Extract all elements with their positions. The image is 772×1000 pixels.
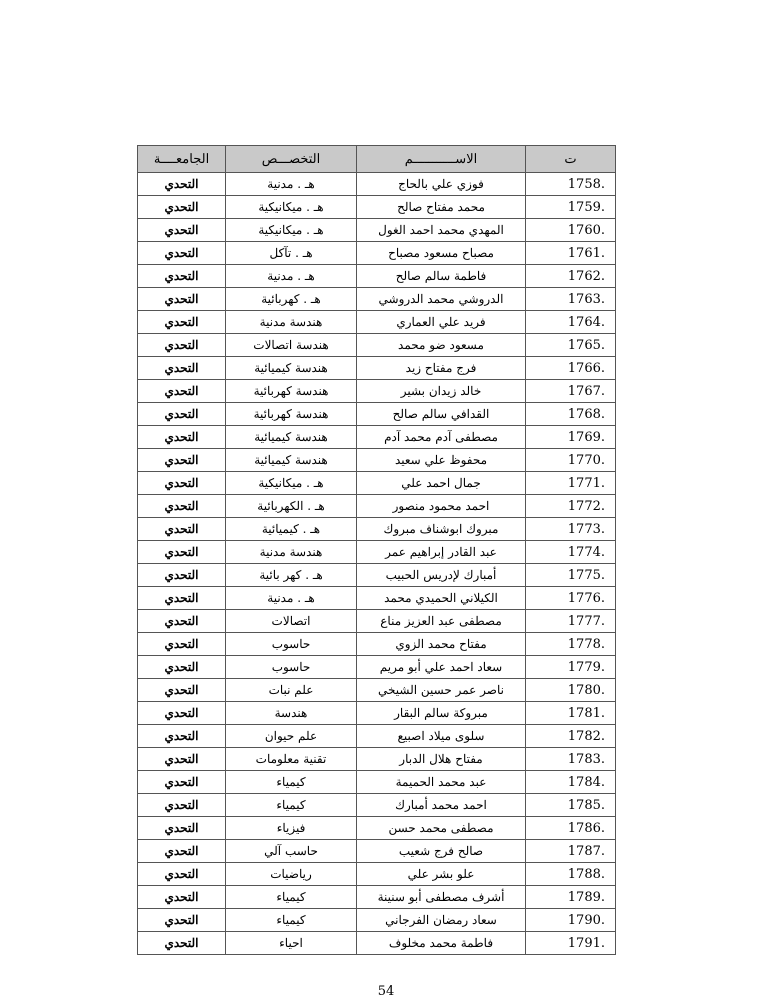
table-row <box>138 265 616 288</box>
specialty-cell: احياء <box>226 932 357 955</box>
table-row <box>138 242 616 265</box>
row-number-cell: 1764. <box>526 311 616 334</box>
specialty-cell: هندسة كهربائية <box>226 380 357 403</box>
row-number-cell: 1770. <box>526 449 616 472</box>
header-num: ت <box>526 146 616 173</box>
name-cell: فريد علي العماري <box>357 311 526 334</box>
table-row <box>138 909 616 932</box>
specialty-cell: هـ . مدنية <box>226 587 357 610</box>
university-cell: التحدي <box>138 541 226 564</box>
row-number-cell: 1786. <box>526 817 616 840</box>
table-row <box>138 449 616 472</box>
table-row <box>138 702 616 725</box>
row-number-cell: 1763. <box>526 288 616 311</box>
name-cell: فرج مفتاح زيد <box>357 357 526 380</box>
table-row <box>138 840 616 863</box>
row-number-cell: 1785. <box>526 794 616 817</box>
university-cell: التحدي <box>138 679 226 702</box>
specialty-cell: هـ . ميكانيكية <box>226 196 357 219</box>
row-number-cell: 1766. <box>526 357 616 380</box>
university-cell: التحدي <box>138 334 226 357</box>
table-header-row <box>138 146 616 173</box>
name-cell: مفتاح هلال الدبار <box>357 748 526 771</box>
name-cell: مصباح مسعود مصباح <box>357 242 526 265</box>
specialty-cell: هـ . مدنية <box>226 173 357 196</box>
specialty-cell: تقنية معلومات <box>226 748 357 771</box>
specialty-cell: هندسة <box>226 702 357 725</box>
table-row <box>138 541 616 564</box>
university-cell: التحدي <box>138 748 226 771</box>
name-cell: علو بشر علي <box>357 863 526 886</box>
university-cell: التحدي <box>138 242 226 265</box>
university-cell: التحدي <box>138 886 226 909</box>
row-number-cell: 1789. <box>526 886 616 909</box>
header-name: الاســـــــــــم <box>357 146 526 173</box>
table-row <box>138 288 616 311</box>
university-cell: التحدي <box>138 863 226 886</box>
university-cell: التحدي <box>138 219 226 242</box>
table-row <box>138 472 616 495</box>
name-cell: مفتاح محمد الزوي <box>357 633 526 656</box>
table-row <box>138 311 616 334</box>
row-number-cell: 1768. <box>526 403 616 426</box>
university-cell: التحدي <box>138 794 226 817</box>
graduates-table <box>137 145 616 955</box>
university-cell: التحدي <box>138 909 226 932</box>
table-row <box>138 725 616 748</box>
university-cell: التحدي <box>138 265 226 288</box>
row-number-cell: 1761. <box>526 242 616 265</box>
name-cell: عبد محمد الحميمة <box>357 771 526 794</box>
university-cell: التحدي <box>138 932 226 955</box>
name-cell: خالد زيدان بشير <box>357 380 526 403</box>
university-cell: التحدي <box>138 564 226 587</box>
name-cell: المهدي محمد احمد الغول <box>357 219 526 242</box>
name-cell: فاطمة سالم صالح <box>357 265 526 288</box>
row-number-cell: 1777. <box>526 610 616 633</box>
university-cell: التحدي <box>138 173 226 196</box>
university-cell: التحدي <box>138 403 226 426</box>
row-number-cell: 1781. <box>526 702 616 725</box>
university-cell: التحدي <box>138 357 226 380</box>
name-cell: الكيلاني الحميدي محمد <box>357 587 526 610</box>
row-number-cell: 1791. <box>526 932 616 955</box>
specialty-cell: هـ . ميكانيكية <box>226 472 357 495</box>
university-cell: التحدي <box>138 633 226 656</box>
university-cell: التحدي <box>138 702 226 725</box>
specialty-cell: هـ . مدنية <box>226 265 357 288</box>
university-cell: التحدي <box>138 518 226 541</box>
header-specialty: التخصـــص <box>226 146 357 173</box>
name-cell: عبد القادر إبراهيم عمر <box>357 541 526 564</box>
name-cell: صالح فرج شعيب <box>357 840 526 863</box>
specialty-cell: حاسوب <box>226 633 357 656</box>
row-number-cell: 1790. <box>526 909 616 932</box>
name-cell: محمد مفتاح صالح <box>357 196 526 219</box>
row-number-cell: 1783. <box>526 748 616 771</box>
specialty-cell: كيمياء <box>226 771 357 794</box>
university-cell: التحدي <box>138 196 226 219</box>
specialty-cell: هندسة مدنية <box>226 541 357 564</box>
table-row <box>138 219 616 242</box>
table-row <box>138 794 616 817</box>
table-row <box>138 886 616 909</box>
table-row <box>138 932 616 955</box>
name-cell: فاطمة محمد مخلوف <box>357 932 526 955</box>
specialty-cell: هـ . كهربائية <box>226 288 357 311</box>
row-number-cell: 1769. <box>526 426 616 449</box>
table-row <box>138 587 616 610</box>
row-number-cell: 1782. <box>526 725 616 748</box>
name-cell: أشرف مصطفى أبو سنينة <box>357 886 526 909</box>
row-number-cell: 1762. <box>526 265 616 288</box>
specialty-cell: هـ . كيميائية <box>226 518 357 541</box>
table-row <box>138 679 616 702</box>
specialty-cell: رياضيات <box>226 863 357 886</box>
name-cell: مبروك ابوشناف مبروك <box>357 518 526 541</box>
name-cell: مسعود ضو محمد <box>357 334 526 357</box>
university-cell: التحدي <box>138 380 226 403</box>
table-row <box>138 633 616 656</box>
table-row <box>138 495 616 518</box>
specialty-cell: هـ . ميكانيكية <box>226 219 357 242</box>
name-cell: الدروشي محمد الدروشي <box>357 288 526 311</box>
table-row <box>138 564 616 587</box>
university-cell: التحدي <box>138 610 226 633</box>
row-number-cell: 1778. <box>526 633 616 656</box>
specialty-cell: حاسوب <box>226 656 357 679</box>
name-cell: مصطفى عبد العزيز مناع <box>357 610 526 633</box>
name-cell: ناصر عمر حسين الشيخي <box>357 679 526 702</box>
row-number-cell: 1758. <box>526 173 616 196</box>
university-cell: التحدي <box>138 288 226 311</box>
row-number-cell: 1771. <box>526 472 616 495</box>
specialty-cell: هندسة كيميائية <box>226 357 357 380</box>
table-row <box>138 173 616 196</box>
specialty-cell: حاسب آلي <box>226 840 357 863</box>
university-cell: التحدي <box>138 311 226 334</box>
specialty-cell: هندسة كيميائية <box>226 426 357 449</box>
name-cell: احمد محمد أمبارك <box>357 794 526 817</box>
row-number-cell: 1774. <box>526 541 616 564</box>
header-university: الجامعــــة <box>138 146 226 173</box>
specialty-cell: كيمياء <box>226 909 357 932</box>
specialty-cell: فيزياء <box>226 817 357 840</box>
table-row <box>138 771 616 794</box>
table-row <box>138 863 616 886</box>
table-row <box>138 656 616 679</box>
university-cell: التحدي <box>138 656 226 679</box>
table-row <box>138 334 616 357</box>
specialty-cell: علم نبات <box>226 679 357 702</box>
university-cell: التحدي <box>138 725 226 748</box>
specialty-cell: هـ . كهر بائية <box>226 564 357 587</box>
row-number-cell: 1780. <box>526 679 616 702</box>
row-number-cell: 1775. <box>526 564 616 587</box>
table-row <box>138 748 616 771</box>
specialty-cell: كيمياء <box>226 886 357 909</box>
page-number: 54 <box>377 984 395 999</box>
specialty-cell: هـ . الكهربائية <box>226 495 357 518</box>
table-row <box>138 817 616 840</box>
table-row <box>138 403 616 426</box>
university-cell: التحدي <box>138 817 226 840</box>
row-number-cell: 1773. <box>526 518 616 541</box>
table-row <box>138 610 616 633</box>
university-cell: التحدي <box>138 587 226 610</box>
specialty-cell: هـ . تآكل <box>226 242 357 265</box>
university-cell: التحدي <box>138 426 226 449</box>
name-cell: سعاد رمضان الفرجاني <box>357 909 526 932</box>
row-number-cell: 1759. <box>526 196 616 219</box>
row-number-cell: 1784. <box>526 771 616 794</box>
name-cell: مبروكة سالم البقار <box>357 702 526 725</box>
row-number-cell: 1772. <box>526 495 616 518</box>
name-cell: جمال احمد علي <box>357 472 526 495</box>
row-number-cell: 1776. <box>526 587 616 610</box>
specialty-cell: هندسة مدنية <box>226 311 357 334</box>
university-cell: التحدي <box>138 472 226 495</box>
specialty-cell: هندسة كهربائية <box>226 403 357 426</box>
university-cell: التحدي <box>138 840 226 863</box>
university-cell: التحدي <box>138 495 226 518</box>
row-number-cell: 1765. <box>526 334 616 357</box>
specialty-cell: هندسة كيميائية <box>226 449 357 472</box>
specialty-cell: علم حيوان <box>226 725 357 748</box>
table-row <box>138 380 616 403</box>
name-cell: القدافي سالم صالح <box>357 403 526 426</box>
table-row <box>138 518 616 541</box>
name-cell: سلوى ميلاد اصبيع <box>357 725 526 748</box>
name-cell: سعاد احمد علي أبو مريم <box>357 656 526 679</box>
name-cell: أمبارك لإدريس الحبيب <box>357 564 526 587</box>
name-cell: محفوظ علي سعيد <box>357 449 526 472</box>
row-number-cell: 1767. <box>526 380 616 403</box>
name-cell: احمد محمود منصور <box>357 495 526 518</box>
specialty-cell: اتصالات <box>226 610 357 633</box>
specialty-cell: كيمياء <box>226 794 357 817</box>
table-row <box>138 357 616 380</box>
name-cell: مصطفى محمد حسن <box>357 817 526 840</box>
row-number-cell: 1779. <box>526 656 616 679</box>
specialty-cell: هندسة اتصالات <box>226 334 357 357</box>
name-cell: فوزي علي بالحاج <box>357 173 526 196</box>
university-cell: التحدي <box>138 449 226 472</box>
university-cell: التحدي <box>138 771 226 794</box>
row-number-cell: 1788. <box>526 863 616 886</box>
name-cell: مصطفى آدم محمد آدم <box>357 426 526 449</box>
table-row <box>138 196 616 219</box>
table-body <box>138 173 616 955</box>
row-number-cell: 1760. <box>526 219 616 242</box>
table-row <box>138 426 616 449</box>
row-number-cell: 1787. <box>526 840 616 863</box>
